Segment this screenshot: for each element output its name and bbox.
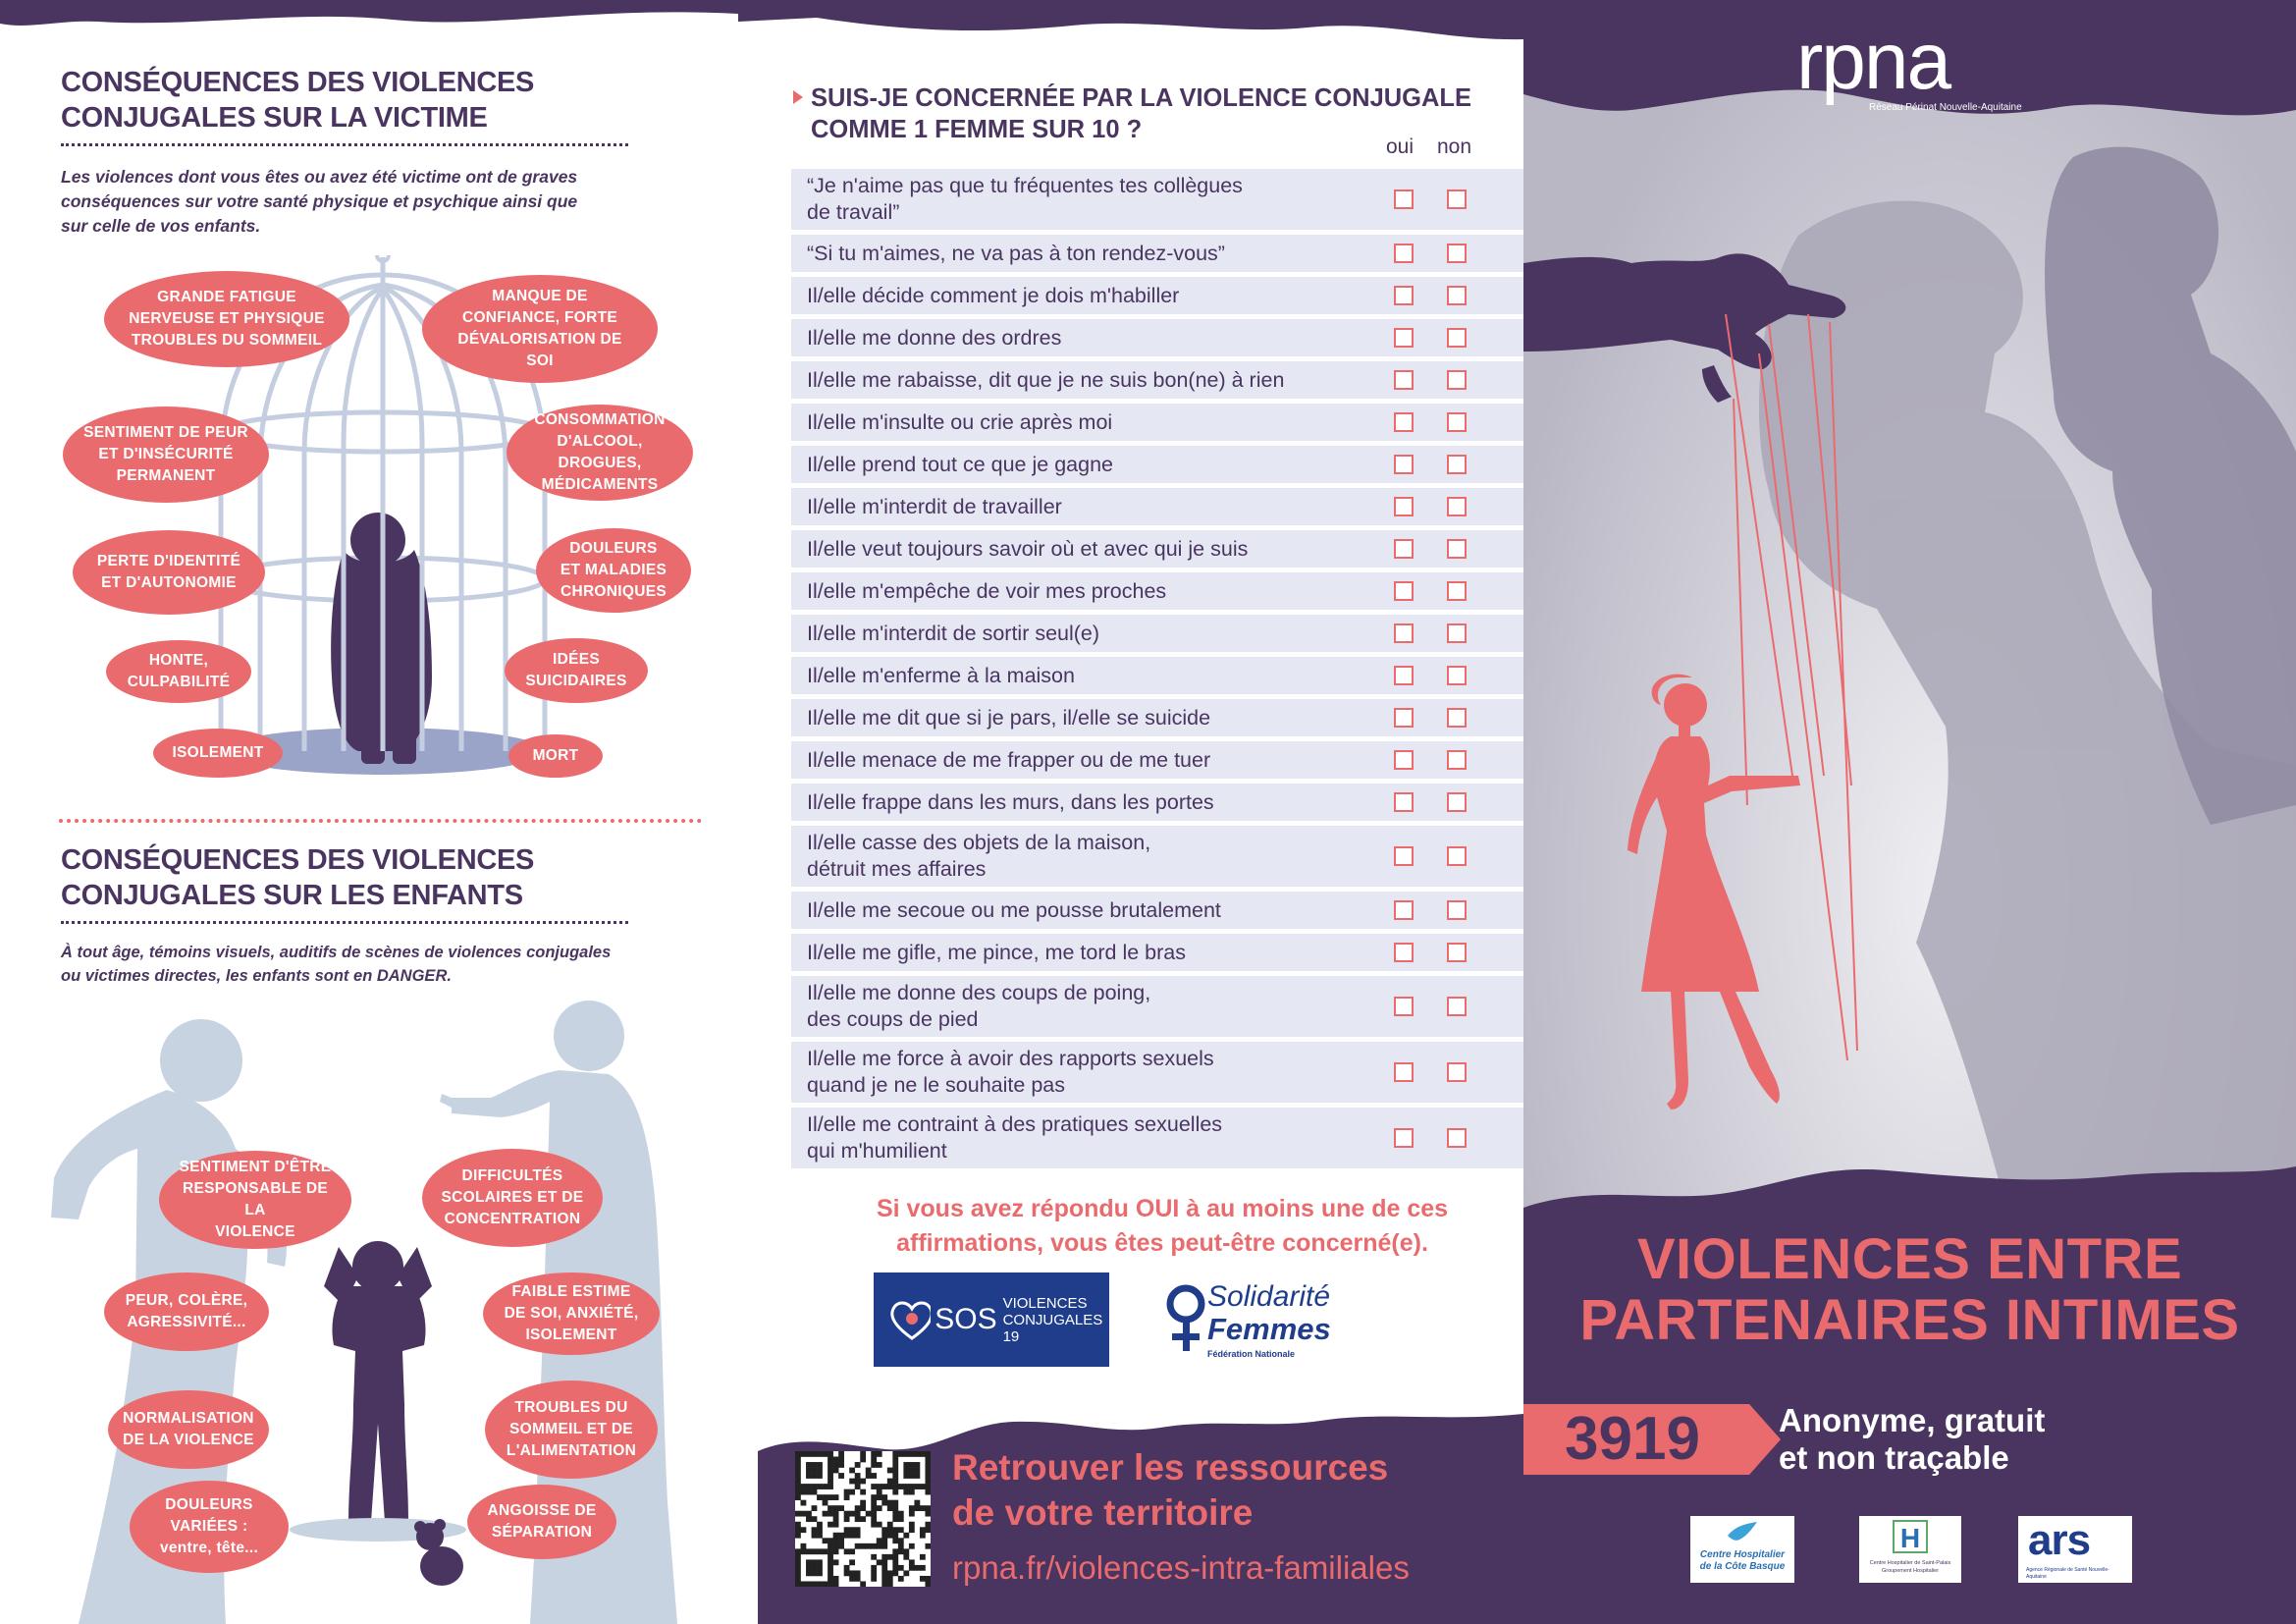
checkbox-yes[interactable] bbox=[1394, 286, 1414, 305]
bubble-fatigue: GRANDE FATIGUE NERVEUSE ET PHYSIQUE TROUBLES DU SOMMEIL bbox=[104, 271, 349, 367]
children-title-underline bbox=[61, 921, 628, 924]
checkbox-yes[interactable] bbox=[1394, 750, 1414, 770]
dove-icon bbox=[1726, 1520, 1759, 1545]
bubble-death: MORT bbox=[508, 734, 603, 778]
question-row bbox=[791, 488, 1523, 525]
question-text: Il/elle me contraint à des pratiques sexuelles qui m'humilient bbox=[807, 1112, 1223, 1163]
checkbox-no[interactable] bbox=[1447, 623, 1467, 643]
cover-panel bbox=[1523, 0, 2296, 1624]
victim-intro-text: Les violences dont vous êtes ou avez été victime ont de graves conséquences sur votre santé physique et psychique ainsi que sur celle de vos enfants. bbox=[61, 167, 578, 236]
question-text: Il/elle me secoue ou me pousse brutalement bbox=[807, 897, 1221, 922]
question-text: Il/elle prend tout ce que je gagne bbox=[807, 452, 1113, 476]
question-text: Il/elle me donne des coups de poing, des coups de pied bbox=[807, 981, 1151, 1031]
question-text: Il/elle décide comment je dois m'habiller bbox=[807, 283, 1180, 307]
cover-title: VIOLENCES ENTRE PARTENAIRES INTIMES bbox=[1579, 1227, 2240, 1352]
solidarite-femmes-logo bbox=[1164, 1272, 1380, 1371]
question-row bbox=[791, 615, 1523, 652]
checkbox-no[interactable] bbox=[1447, 328, 1467, 348]
question-text: Il/elle m'interdit de sortir seul(e) bbox=[807, 621, 1100, 645]
question-row bbox=[791, 1042, 1523, 1103]
question-row bbox=[791, 657, 1523, 694]
checkbox-no[interactable] bbox=[1447, 412, 1467, 432]
femmes-word: Femmes bbox=[1207, 1312, 1331, 1346]
heart-icon bbox=[887, 1295, 931, 1344]
question-text: “Si tu m'aimes, ne va pas à ton rendez-vous” bbox=[807, 241, 1225, 265]
ch-cote-basque-line2: de la Côte Basque bbox=[1699, 1561, 1786, 1572]
checkbox-no[interactable] bbox=[1447, 497, 1467, 516]
question-text: Il/elle m'insulte ou crie après moi bbox=[807, 409, 1113, 434]
no-column-header: non bbox=[1437, 135, 1472, 158]
question-row bbox=[791, 934, 1523, 971]
checkbox-no[interactable] bbox=[1447, 666, 1467, 685]
checkbox-yes[interactable] bbox=[1394, 328, 1414, 348]
question-row bbox=[791, 530, 1523, 568]
question-row bbox=[791, 361, 1523, 399]
victim-consequences-panel bbox=[0, 0, 738, 1624]
question-row bbox=[791, 404, 1523, 441]
questionnaire-panel bbox=[738, 0, 1523, 1624]
question-row bbox=[791, 446, 1523, 483]
question-text: Il/elle me donne des ordres bbox=[807, 325, 1062, 350]
checkbox-yes[interactable] bbox=[1394, 997, 1414, 1016]
checkbox-no[interactable] bbox=[1447, 370, 1467, 390]
checkbox-no[interactable] bbox=[1447, 244, 1467, 263]
question-row bbox=[791, 976, 1523, 1037]
checkbox-no[interactable] bbox=[1447, 1128, 1467, 1148]
bubble-separation-anxiety: ANGOISSE DE SÉPARATION bbox=[467, 1485, 616, 1559]
checkbox-no[interactable] bbox=[1447, 900, 1467, 920]
yes-column-header: oui bbox=[1386, 135, 1415, 158]
bubble-chronic-pain: DOULEURS ET MALADIES CHRONIQUES bbox=[536, 528, 691, 613]
ch-saint-palais-line1: Centre Hospitalier de Saint-Palais bbox=[1869, 1560, 1951, 1566]
top-torn-band bbox=[738, 0, 1523, 79]
title-arrow-icon bbox=[793, 90, 803, 104]
hospital-h-icon: H bbox=[1893, 1520, 1928, 1553]
qr-code[interactable] bbox=[795, 1451, 931, 1587]
checkbox-yes[interactable] bbox=[1394, 846, 1414, 866]
rpna-logo: rpna bbox=[1796, 17, 1950, 106]
bubble-normalization: NORMALISATION DE LA VIOLENCE bbox=[108, 1390, 269, 1469]
bubble-shame: HONTE, CULPABILITÉ bbox=[106, 640, 251, 703]
checkbox-yes[interactable] bbox=[1394, 623, 1414, 643]
checkbox-yes[interactable] bbox=[1394, 943, 1414, 962]
ars-logo bbox=[2018, 1516, 2132, 1583]
checkbox-no[interactable] bbox=[1447, 1062, 1467, 1082]
bubble-fear: SENTIMENT DE PEUR ET D'INSÉCURITÉ PERMANENT bbox=[63, 406, 269, 503]
children-intro-text: À tout âge, témoins visuels, auditifs de scènes de violences conjugales ou victimes directes, les enfants sont en DANGER. bbox=[61, 944, 612, 985]
checkbox-no[interactable] bbox=[1447, 943, 1467, 962]
checkbox-no[interactable] bbox=[1447, 189, 1467, 209]
question-text: Il/elle frappe dans les murs, dans les portes bbox=[807, 789, 1214, 814]
checkbox-yes[interactable] bbox=[1394, 1128, 1414, 1148]
resources-heading: Retrouver les ressources de votre territoire bbox=[952, 1447, 1389, 1533]
sos-line2: VIOLENCES bbox=[1002, 1294, 1088, 1312]
question-text: Il/elle m'enferme à la maison bbox=[807, 663, 1075, 687]
bubble-suicidal: IDÉES SUICIDAIRES bbox=[505, 638, 648, 703]
checkbox-no[interactable] bbox=[1447, 539, 1467, 559]
resources-link[interactable]: rpna.fr/violences-intra-familiales bbox=[952, 1549, 1410, 1586]
helpline-number[interactable]: 3919 bbox=[1565, 1405, 1700, 1473]
question-row bbox=[791, 572, 1523, 610]
question-row bbox=[791, 169, 1523, 230]
question-row bbox=[791, 699, 1523, 736]
question-text: “Je n'aime pas que tu fréquentes tes collègues de travail” bbox=[807, 174, 1243, 224]
question-row bbox=[791, 826, 1523, 887]
checkbox-yes[interactable] bbox=[1394, 497, 1414, 516]
checkbox-no[interactable] bbox=[1447, 846, 1467, 866]
question-text: Il/elle me gifle, me pince, me tord le bras bbox=[807, 940, 1186, 964]
bubble-isolation: ISOLEMENT bbox=[153, 729, 283, 778]
checkbox-yes[interactable] bbox=[1394, 455, 1414, 474]
checkbox-yes[interactable] bbox=[1394, 412, 1414, 432]
ch-saint-palais-logo bbox=[1859, 1516, 1961, 1583]
ch-saint-palais-line2: Groupement Hospitalier bbox=[1881, 1568, 1940, 1574]
checkbox-no[interactable] bbox=[1447, 750, 1467, 770]
question-text: Il/elle m'empêche de voir mes proches bbox=[807, 578, 1167, 603]
bubble-school-difficulties: DIFFICULTÉS SCOLAIRES ET DE CONCENTRATION bbox=[422, 1149, 603, 1247]
sos-violences-logo bbox=[874, 1272, 1109, 1367]
question-row bbox=[791, 1108, 1523, 1168]
question-row bbox=[791, 319, 1523, 356]
bubble-identity: PERTE D'IDENTITÉ ET D'AUTONOMIE bbox=[73, 530, 265, 615]
sos-line3: CONJUGALES 19 bbox=[1002, 1311, 1103, 1345]
checkbox-no[interactable] bbox=[1447, 286, 1467, 305]
bubble-confidence: MANQUE DE CONFIANCE, FORTE DÉVALORISATION DE SOI bbox=[422, 275, 658, 383]
question-row bbox=[791, 784, 1523, 821]
checkbox-no[interactable] bbox=[1447, 792, 1467, 812]
checkbox-yes[interactable] bbox=[1394, 1062, 1414, 1082]
bubble-responsibility: SENTIMENT D'ÊTRE RESPONSABLE DE LA VIOLENCE bbox=[159, 1151, 351, 1249]
top-wave-decoration bbox=[0, 0, 738, 39]
question-row bbox=[791, 277, 1523, 314]
questionnaire-title: SUIS-JE CONCERNÉE PAR LA VIOLENCE CONJUGALE COMME 1 FEMME SUR 10 ? bbox=[811, 84, 1471, 143]
checkbox-no[interactable] bbox=[1447, 581, 1467, 601]
question-row bbox=[791, 892, 1523, 929]
ars-text: ars bbox=[2028, 1516, 2091, 1564]
checkbox-yes[interactable] bbox=[1394, 189, 1414, 209]
result-message: Si vous avez répondu OUI à au moins une de ces affirmations, vous êtes peut-être concerné(e). bbox=[876, 1195, 1449, 1257]
bubble-sleep-troubles: TROUBLES DU SOMMEIL ET DE L'ALIMENTATION bbox=[485, 1380, 658, 1479]
sos-text: SOS bbox=[934, 1303, 997, 1335]
qr-code-pattern bbox=[795, 1451, 931, 1587]
question-text: Il/elle m'interdit de travailler bbox=[807, 494, 1062, 518]
rpna-logo-subtitle: Réseau Périnat Nouvelle-Aquitaine bbox=[1869, 102, 2022, 113]
checkbox-yes[interactable] bbox=[1394, 244, 1414, 263]
ch-cote-basque-line1: Centre Hospitalier bbox=[1699, 1549, 1786, 1560]
checkbox-no[interactable] bbox=[1447, 708, 1467, 728]
checkbox-yes[interactable] bbox=[1394, 666, 1414, 685]
checkbox-yes[interactable] bbox=[1394, 708, 1414, 728]
question-text: Il/elle casse des objets de la maison, détruit mes affaires bbox=[807, 831, 1151, 881]
helpline-description: Anonyme, gratuit et non traçable bbox=[1779, 1402, 2046, 1476]
checkbox-yes[interactable] bbox=[1394, 792, 1414, 812]
checkbox-yes[interactable] bbox=[1394, 370, 1414, 390]
victim-section-title: CONSÉQUENCES DES VIOLENCES CONJUGALES SUR LA VICTIME bbox=[61, 67, 535, 134]
question-row bbox=[791, 741, 1523, 779]
question-text: Il/elle me dit que si je pars, il/elle se suicide bbox=[807, 705, 1211, 730]
bubble-low-self-esteem: FAIBLE ESTIME DE SOI, ANXIÉTÉ, ISOLEMENT bbox=[483, 1272, 660, 1355]
checkbox-yes[interactable] bbox=[1394, 539, 1414, 559]
checkbox-yes[interactable] bbox=[1394, 581, 1414, 601]
ch-cote-basque-logo bbox=[1690, 1516, 1794, 1583]
ars-subtitle: Agence Régionale de Santé Nouvelle-Aquitaine bbox=[2026, 1567, 2109, 1580]
bubble-fear-anger: PEUR, COLÈRE, AGRESSIVITÉ... bbox=[104, 1272, 269, 1351]
bubble-various-pains: DOULEURS VARIÉES : ventre, tête... bbox=[130, 1481, 289, 1573]
question-text: Il/elle veut toujours savoir où et avec qui je suis bbox=[807, 536, 1249, 561]
section-separator bbox=[59, 819, 702, 823]
question-row bbox=[791, 235, 1523, 272]
question-text: Il/elle menace de me frapper ou de me tuer bbox=[807, 747, 1211, 772]
puppet-illustration bbox=[1523, 0, 2296, 1624]
children-section-title: CONSÉQUENCES DES VIOLENCES CONJUGALES SUR LES ENFANTS bbox=[61, 844, 535, 911]
victim-title-underline bbox=[61, 143, 628, 146]
solidarite-word: Solidarité bbox=[1207, 1280, 1331, 1313]
question-text: Il/elle me rabaisse, dit que je ne suis bon(ne) à rien bbox=[807, 367, 1285, 392]
checkbox-yes[interactable] bbox=[1394, 900, 1414, 920]
checkbox-no[interactable] bbox=[1447, 455, 1467, 474]
federation-text: Fédération Nationale bbox=[1207, 1349, 1296, 1359]
question-text: Il/elle me force à avoir des rapports sexuels quand je ne le souhaite pas bbox=[807, 1047, 1214, 1097]
bubble-addiction: CONSOMMATION D'ALCOOL, DROGUES, MÉDICAMENTS bbox=[507, 405, 693, 501]
venus-symbol-icon bbox=[1164, 1280, 1207, 1359]
checkbox-no[interactable] bbox=[1447, 997, 1467, 1016]
